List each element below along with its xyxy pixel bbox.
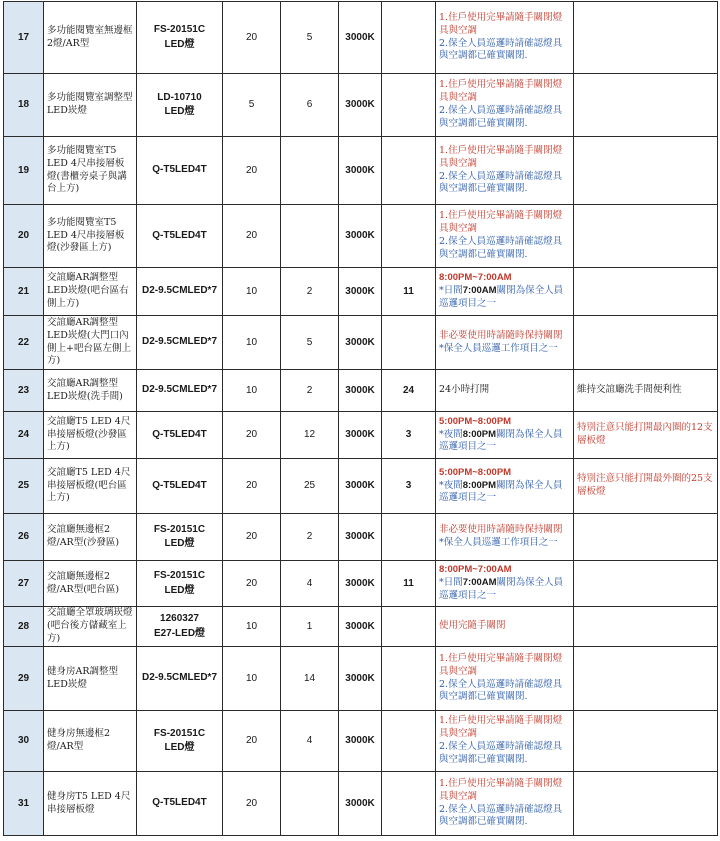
note-time: 7:00AM [462, 285, 497, 297]
remark-cell [574, 607, 718, 647]
note-text: 2.保全人員巡邏時請確認燈具與空調都已確實關閉. [439, 741, 563, 765]
remark-cell [574, 561, 718, 607]
note-line [439, 416, 570, 429]
table-row [4, 647, 718, 711]
wattage-cell: 20 [223, 561, 281, 607]
model-cell [137, 514, 223, 561]
note-line [439, 653, 570, 679]
table-row [4, 607, 718, 647]
management-note-cell [436, 316, 574, 370]
wattage-cell: 20 [223, 412, 281, 459]
note-time: 8:00PM [462, 479, 497, 491]
note-text: 2.保全人員巡邏時請確認燈具與空調都已確實關閉. [439, 236, 563, 260]
table-row [4, 74, 718, 137]
note-line [439, 537, 570, 550]
table-row [4, 514, 718, 561]
note-line [439, 715, 570, 741]
wattage-cell: 10 [223, 268, 281, 316]
remark-cell: 特別注意只能打開最外圈的25支層板燈 [574, 459, 718, 514]
fixture-location-cell: 交誼廳AR調整型LED崁燈(洗手間) [44, 370, 137, 412]
model-line: FS-20151C [153, 570, 206, 581]
management-note-cell [436, 607, 574, 647]
note-line [439, 577, 570, 603]
wattage-cell: 20 [223, 137, 281, 205]
note-line [439, 343, 570, 356]
table-body [4, 2, 718, 836]
row-number-cell: 23 [4, 370, 44, 412]
note-line [439, 236, 570, 262]
color-temperature-cell: 3000K [339, 137, 382, 205]
note-text: 5:00PM~8:00PM [439, 466, 512, 478]
note-text: *保全人員巡邏工作項目之一 [439, 342, 558, 354]
model-cell [137, 316, 223, 370]
fixture-location-cell: 健身房無邊框2燈/AR型 [44, 711, 137, 772]
table-row [4, 370, 718, 412]
quantity-cell: 2 [281, 268, 339, 316]
quantity-cell: 2 [281, 370, 339, 412]
quantity-cell: 12 [281, 412, 339, 459]
quantity-cell: 6 [281, 74, 339, 137]
wattage-cell: 10 [223, 647, 281, 711]
table-row [4, 412, 718, 459]
model-line: D2-9.5CMLED*7 [141, 336, 218, 348]
management-note-cell [436, 711, 574, 772]
remark-cell [574, 316, 718, 370]
row-number-cell: 18 [4, 74, 44, 137]
model-cell [137, 2, 223, 74]
color-temperature-cell: 3000K [339, 772, 382, 836]
hours-cell: 3 [382, 412, 436, 459]
note-line [439, 285, 570, 311]
hours-cell: 11 [382, 268, 436, 316]
fixture-location-cell: 交誼廳無邊框2燈/AR型(沙發區) [44, 514, 137, 561]
quantity-cell: 4 [281, 711, 339, 772]
note-text: 非必要使用時請隨時保持關閉 [439, 524, 563, 536]
note-text: *夜間 [439, 428, 463, 440]
model-line: FS-20151C [153, 523, 206, 535]
model-line: Q-T5LED4T [152, 479, 207, 491]
note-text: 2.保全人員巡邏時請確認燈具與空調都已確實關閉. [439, 105, 563, 129]
model-cell [137, 412, 223, 459]
fixture-location-cell: 健身房T5 LED 4尺串接層板燈 [44, 772, 137, 836]
model-line: LD-10710 [157, 91, 202, 103]
model-line: Q-T5LED4T [152, 797, 207, 809]
row-number-cell: 24 [4, 412, 44, 459]
row-number-cell: 29 [4, 647, 44, 711]
table-row [4, 268, 718, 316]
hours-cell [382, 607, 436, 647]
model-cell [137, 772, 223, 836]
note-time: 8:00PM [462, 428, 497, 440]
hours-cell [382, 772, 436, 836]
remark-cell [574, 74, 718, 137]
hours-cell [382, 647, 436, 711]
lighting-schedule-table [3, 1, 718, 836]
table-row [4, 205, 718, 268]
note-text: 1.住戶使用完畢請隨手關閉燈具與空調 [439, 210, 563, 235]
wattage-cell: 20 [223, 514, 281, 561]
color-temperature-cell: 3000K [339, 74, 382, 137]
color-temperature-cell: 3000K [339, 268, 382, 316]
model-cell [137, 607, 223, 647]
management-note-cell [436, 561, 574, 607]
wattage-cell: 10 [223, 370, 281, 412]
note-line [439, 145, 570, 171]
fixture-location-cell: 交誼廳無邊框2燈/AR型(吧台區) [44, 561, 137, 607]
color-temperature-cell: 3000K [339, 607, 382, 647]
color-temperature-cell: 3000K [339, 370, 382, 412]
note-text-rest: 關閉為保全人員巡邏項目之一 [439, 285, 564, 309]
model-cell [137, 459, 223, 514]
model-line: D2-9.5CMLED*7 [141, 384, 218, 396]
row-number-cell: 19 [4, 137, 44, 205]
wattage-cell: 10 [223, 607, 281, 647]
note-line [439, 330, 570, 343]
remark-cell: 特別注意只能打開最內圈的12支層板燈 [574, 412, 718, 459]
remark-cell [574, 647, 718, 711]
note-text: 1.住戶使用完畢請隨手關閉燈具與空調 [439, 11, 563, 36]
hours-cell: 11 [382, 561, 436, 607]
remark-cell [574, 2, 718, 74]
hours-cell [382, 2, 436, 74]
row-number-cell: 21 [4, 268, 44, 316]
note-line [439, 620, 570, 633]
management-note-cell [436, 412, 574, 459]
management-note-cell [436, 772, 574, 836]
model-line: E27-LED燈 [153, 627, 206, 639]
model-line: LED燈 [164, 106, 195, 117]
management-note-cell [436, 2, 574, 74]
table-row [4, 2, 718, 74]
hours-cell [382, 74, 436, 137]
fixture-location-cell: 交誼廳AR調整型LED崁燈(大門口內側上+吧台區左側上方) [44, 316, 137, 370]
fixture-location-cell: 交誼廳T5 LED 4尺串接層板燈(沙發區上方) [44, 412, 137, 459]
model-cell [137, 74, 223, 137]
hours-cell: 3 [382, 459, 436, 514]
note-text: 2.保全人員巡邏時請確認燈具與空調都已確實關閉. [439, 37, 563, 62]
management-note-cell [436, 459, 574, 514]
hours-cell [382, 137, 436, 205]
wattage-cell: 20 [223, 459, 281, 514]
hours-cell [382, 205, 436, 268]
fixture-location-cell: 多功能閱覽室調整型LED崁燈 [44, 74, 137, 137]
quantity-cell [281, 772, 339, 836]
management-note-cell [436, 74, 574, 137]
color-temperature-cell: 3000K [339, 412, 382, 459]
note-text: 2.保全人員巡邏時請確認燈具與空調都已確實關閉. [439, 678, 563, 703]
quantity-cell: 2 [281, 514, 339, 561]
quantity-cell: 14 [281, 647, 339, 711]
management-note-cell [436, 205, 574, 268]
note-text-rest: 關閉為保全人員巡邏項目之一 [439, 577, 564, 601]
note-text: *日間 [439, 285, 463, 297]
model-cell [137, 205, 223, 268]
model-cell [137, 137, 223, 205]
model-line: Q-T5LED4T [152, 428, 207, 440]
color-temperature-cell: 3000K [339, 561, 382, 607]
note-line [439, 524, 570, 537]
note-line [439, 210, 570, 236]
table-row [4, 561, 718, 607]
table-row [4, 316, 718, 370]
model-line: D2-9.5CMLED*7 [141, 285, 218, 297]
quantity-cell: 5 [281, 2, 339, 74]
note-text: 2.保全人員巡邏時請確認燈具與空調都已確實關閉. [439, 803, 563, 828]
model-cell [137, 561, 223, 607]
row-number-cell: 25 [4, 459, 44, 514]
note-line [439, 741, 570, 767]
note-line [439, 79, 570, 105]
note-text: *日間 [439, 577, 463, 589]
row-number-cell: 31 [4, 772, 44, 836]
note-text: 24小時打開 [439, 384, 490, 396]
remark-cell [574, 268, 718, 316]
quantity-cell: 25 [281, 459, 339, 514]
model-cell [137, 647, 223, 711]
color-temperature-cell: 3000K [339, 205, 382, 268]
wattage-cell: 10 [223, 316, 281, 370]
wattage-cell: 20 [223, 205, 281, 268]
note-line [439, 272, 570, 285]
remark-cell [574, 137, 718, 205]
management-note-cell [436, 268, 574, 316]
color-temperature-cell: 3000K [339, 2, 382, 74]
management-note-cell [436, 647, 574, 711]
note-line [439, 804, 570, 830]
note-line [439, 429, 570, 455]
row-number-cell: 22 [4, 316, 44, 370]
wattage-cell: 20 [223, 711, 281, 772]
color-temperature-cell: 3000K [339, 459, 382, 514]
hours-cell: 24 [382, 370, 436, 412]
model-line: LED燈 [164, 742, 195, 753]
model-line: FS-20151C [153, 727, 206, 739]
note-text: 1.住戶使用完畢請隨手關閉燈具與空調 [439, 777, 563, 802]
hours-cell [382, 316, 436, 370]
hours-cell [382, 711, 436, 772]
model-line: D2-9.5CMLED*7 [141, 672, 218, 684]
note-line [439, 564, 570, 577]
note-line [439, 105, 570, 131]
management-note-cell [436, 514, 574, 561]
remark-cell [574, 205, 718, 268]
note-text: 2.保全人員巡邏時請確認燈具與空調都已確實關閉. [439, 170, 563, 195]
note-text: 1.住戶使用完畢請隨手關閉燈具與空調 [439, 652, 563, 677]
note-text-rest: 關閉為保全人員巡邏項目之一 [439, 479, 563, 504]
color-temperature-cell: 3000K [339, 316, 382, 370]
quantity-cell: 4 [281, 561, 339, 607]
note-time: 7:00AM [462, 577, 497, 589]
wattage-cell: 20 [223, 2, 281, 74]
model-line: 1260327 [160, 613, 199, 624]
wattage-cell: 20 [223, 772, 281, 836]
note-line [439, 171, 570, 197]
model-line: Q-T5LED4T [152, 229, 207, 241]
note-text: 8:00PM~7:00AM [439, 564, 512, 576]
note-text-rest: 關閉為保全人員巡邏項目之一 [439, 428, 563, 453]
note-line [439, 12, 570, 38]
fixture-location-cell: 多功能閱覽室無邊框2燈/AR型 [44, 2, 137, 74]
management-note-cell [436, 137, 574, 205]
note-line [439, 467, 570, 480]
quantity-cell: 5 [281, 316, 339, 370]
row-number-cell: 30 [4, 711, 44, 772]
note-text: 1.住戶使用完畢請隨手關閉燈具與空調 [439, 79, 563, 104]
model-cell [137, 268, 223, 316]
remark-cell: 維持交誼廳洗手間便利性 [574, 370, 718, 412]
color-temperature-cell: 3000K [339, 647, 382, 711]
model-line: Q-T5LED4T [152, 164, 207, 176]
quantity-cell [281, 205, 339, 268]
hours-cell [382, 514, 436, 561]
note-text: 非必要使用時請隨時保持關閉 [439, 329, 563, 341]
management-note-cell [436, 370, 574, 412]
note-text: 5:00PM~8:00PM [439, 415, 512, 427]
table-row [4, 711, 718, 772]
model-cell [137, 370, 223, 412]
color-temperature-cell: 3000K [339, 514, 382, 561]
model-line: LED燈 [164, 38, 195, 50]
fixture-location-cell: 多功能閱覽室T5 LED 4尺串接層板燈(書櫃旁桌子與講台上方) [44, 137, 137, 205]
remark-cell [574, 514, 718, 561]
model-cell [137, 711, 223, 772]
note-line [439, 38, 570, 64]
note-text: 1.住戶使用完畢請隨手關閉燈具與空調 [439, 144, 563, 169]
model-line: LED燈 [164, 584, 195, 596]
note-text: 使用完隨手關閉 [439, 620, 506, 632]
note-text: 1.住戶使用完畢請隨手關閉燈具與空調 [439, 715, 563, 740]
color-temperature-cell: 3000K [339, 711, 382, 772]
remark-cell [574, 711, 718, 772]
note-line [439, 480, 570, 506]
fixture-location-cell: 交誼廳全罩玻璃崁燈(吧台後方儲藏室上方) [44, 607, 137, 647]
fixture-location-cell: 健身房AR調整型LED崁燈 [44, 647, 137, 711]
note-line [439, 679, 570, 705]
remark-cell [574, 772, 718, 836]
row-number-cell: 28 [4, 607, 44, 647]
table-row [4, 137, 718, 205]
row-number-cell: 17 [4, 2, 44, 74]
note-line [439, 384, 570, 397]
model-line: FS-20151C [153, 24, 206, 35]
row-number-cell: 20 [4, 205, 44, 268]
quantity-cell: 1 [281, 607, 339, 647]
fixture-location-cell: 多功能閱覽室T5 LED 4尺串接層板燈(沙發區上方) [44, 205, 137, 268]
row-number-cell: 27 [4, 561, 44, 607]
model-line: LED燈 [164, 538, 195, 549]
note-text: *保全人員巡邏工作項目之一 [439, 537, 558, 548]
note-text: *夜間 [439, 479, 463, 491]
fixture-location-cell: 交誼廳AR調整型LED崁燈(吧台區右側上方) [44, 268, 137, 316]
note-line [439, 778, 570, 804]
note-text: 8:00PM~7:00AM [439, 272, 512, 284]
quantity-cell [281, 137, 339, 205]
fixture-location-cell: 交誼廳T5 LED 4尺串接層板燈(吧台區上方) [44, 459, 137, 514]
wattage-cell: 5 [223, 74, 281, 137]
row-number-cell: 26 [4, 514, 44, 561]
table-row [4, 772, 718, 836]
table-row [4, 459, 718, 514]
